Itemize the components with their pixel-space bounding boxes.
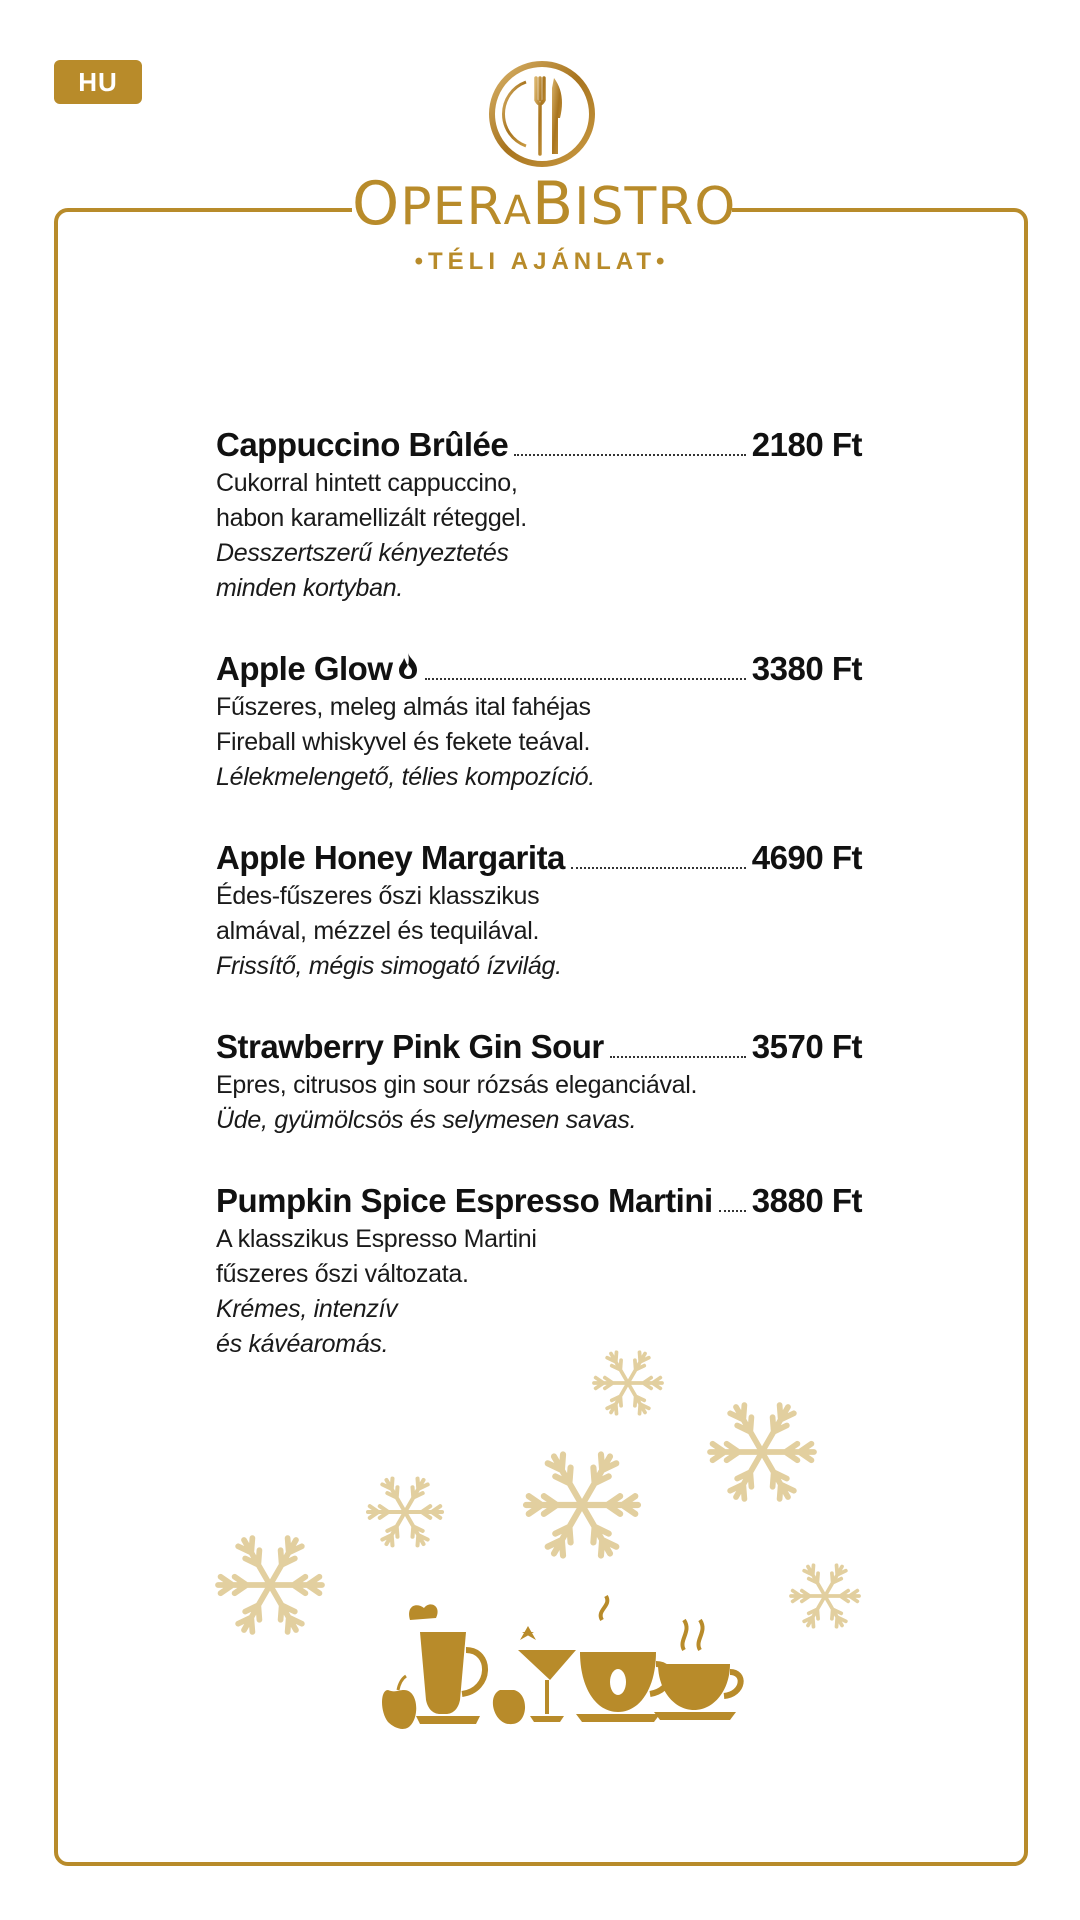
menu-item-price: 3380 Ft — [751, 650, 862, 687]
snowflake-icon — [526, 1454, 638, 1555]
snowflake-icon — [368, 1479, 442, 1546]
menu-item-name: Strawberry Pink Gin Sour — [216, 1028, 604, 1065]
menu-item-description: habon karamellizált réteggel. — [216, 504, 527, 532]
brand-name: OPERABISTRO — [352, 169, 737, 239]
menu-item-name: Apple Honey Margarita — [216, 839, 565, 876]
snowflake-icon — [594, 1352, 662, 1413]
snowflake-icon — [791, 1565, 859, 1626]
menu-item-tagline: Üde, gyümölcsös és selymesen savas. — [216, 1106, 637, 1134]
menu-item-description: Fireball whiskyvel és fekete teával. — [216, 728, 591, 756]
menu-item-description: Epres, citrusos gin sour rózsás eleganciával. — [216, 1071, 698, 1099]
menu-item-tagline: és kávéaromás. — [216, 1330, 389, 1358]
menu-subtitle: •TÉLI AJÁNLAT• — [414, 248, 670, 275]
menu-item-tagline: minden kortyban. — [216, 574, 403, 602]
menu-item-description: Fűszeres, meleg almás ital fahéjas — [216, 693, 591, 721]
menu-item-price: 3880 Ft — [751, 1182, 862, 1219]
menu-item-price: 2180 Ft — [751, 426, 862, 463]
snowflake-icon — [710, 1405, 814, 1499]
menu-item-tagline: Frissítő, mégis simogató ízvilág. — [216, 952, 562, 980]
menu-item-description: Édes-fűszeres őszi klasszikus — [216, 882, 540, 910]
snowflake-icon — [218, 1538, 322, 1632]
menu-item-description: Cukorral hintett cappuccino, — [216, 469, 518, 497]
menu-item-name: Cappuccino Brûlée — [216, 426, 509, 463]
menu-item-name: Pumpkin Spice Espresso Martini — [216, 1182, 713, 1219]
menu-item-tagline: Desszertszerű kényeztetés — [216, 539, 509, 567]
menu-item-description: almával, mézzel és tequilával. — [216, 917, 540, 945]
menu-item-description: fűszeres őszi változata. — [216, 1260, 469, 1288]
menu-item-price: 4690 Ft — [751, 839, 862, 876]
language-badge[interactable]: HU — [54, 60, 142, 104]
menu-item-description: A klasszikus Espresso Martini — [216, 1225, 537, 1253]
menu-item-name: Apple Glow — [216, 650, 393, 687]
drinks-illustration-icon — [382, 1596, 741, 1729]
menu-item-price: 3570 Ft — [751, 1028, 862, 1065]
menu-item-tagline: Krémes, intenzív — [216, 1295, 398, 1323]
menu-item-tagline: Lélekmelengető, télies kompozíció. — [216, 763, 595, 791]
